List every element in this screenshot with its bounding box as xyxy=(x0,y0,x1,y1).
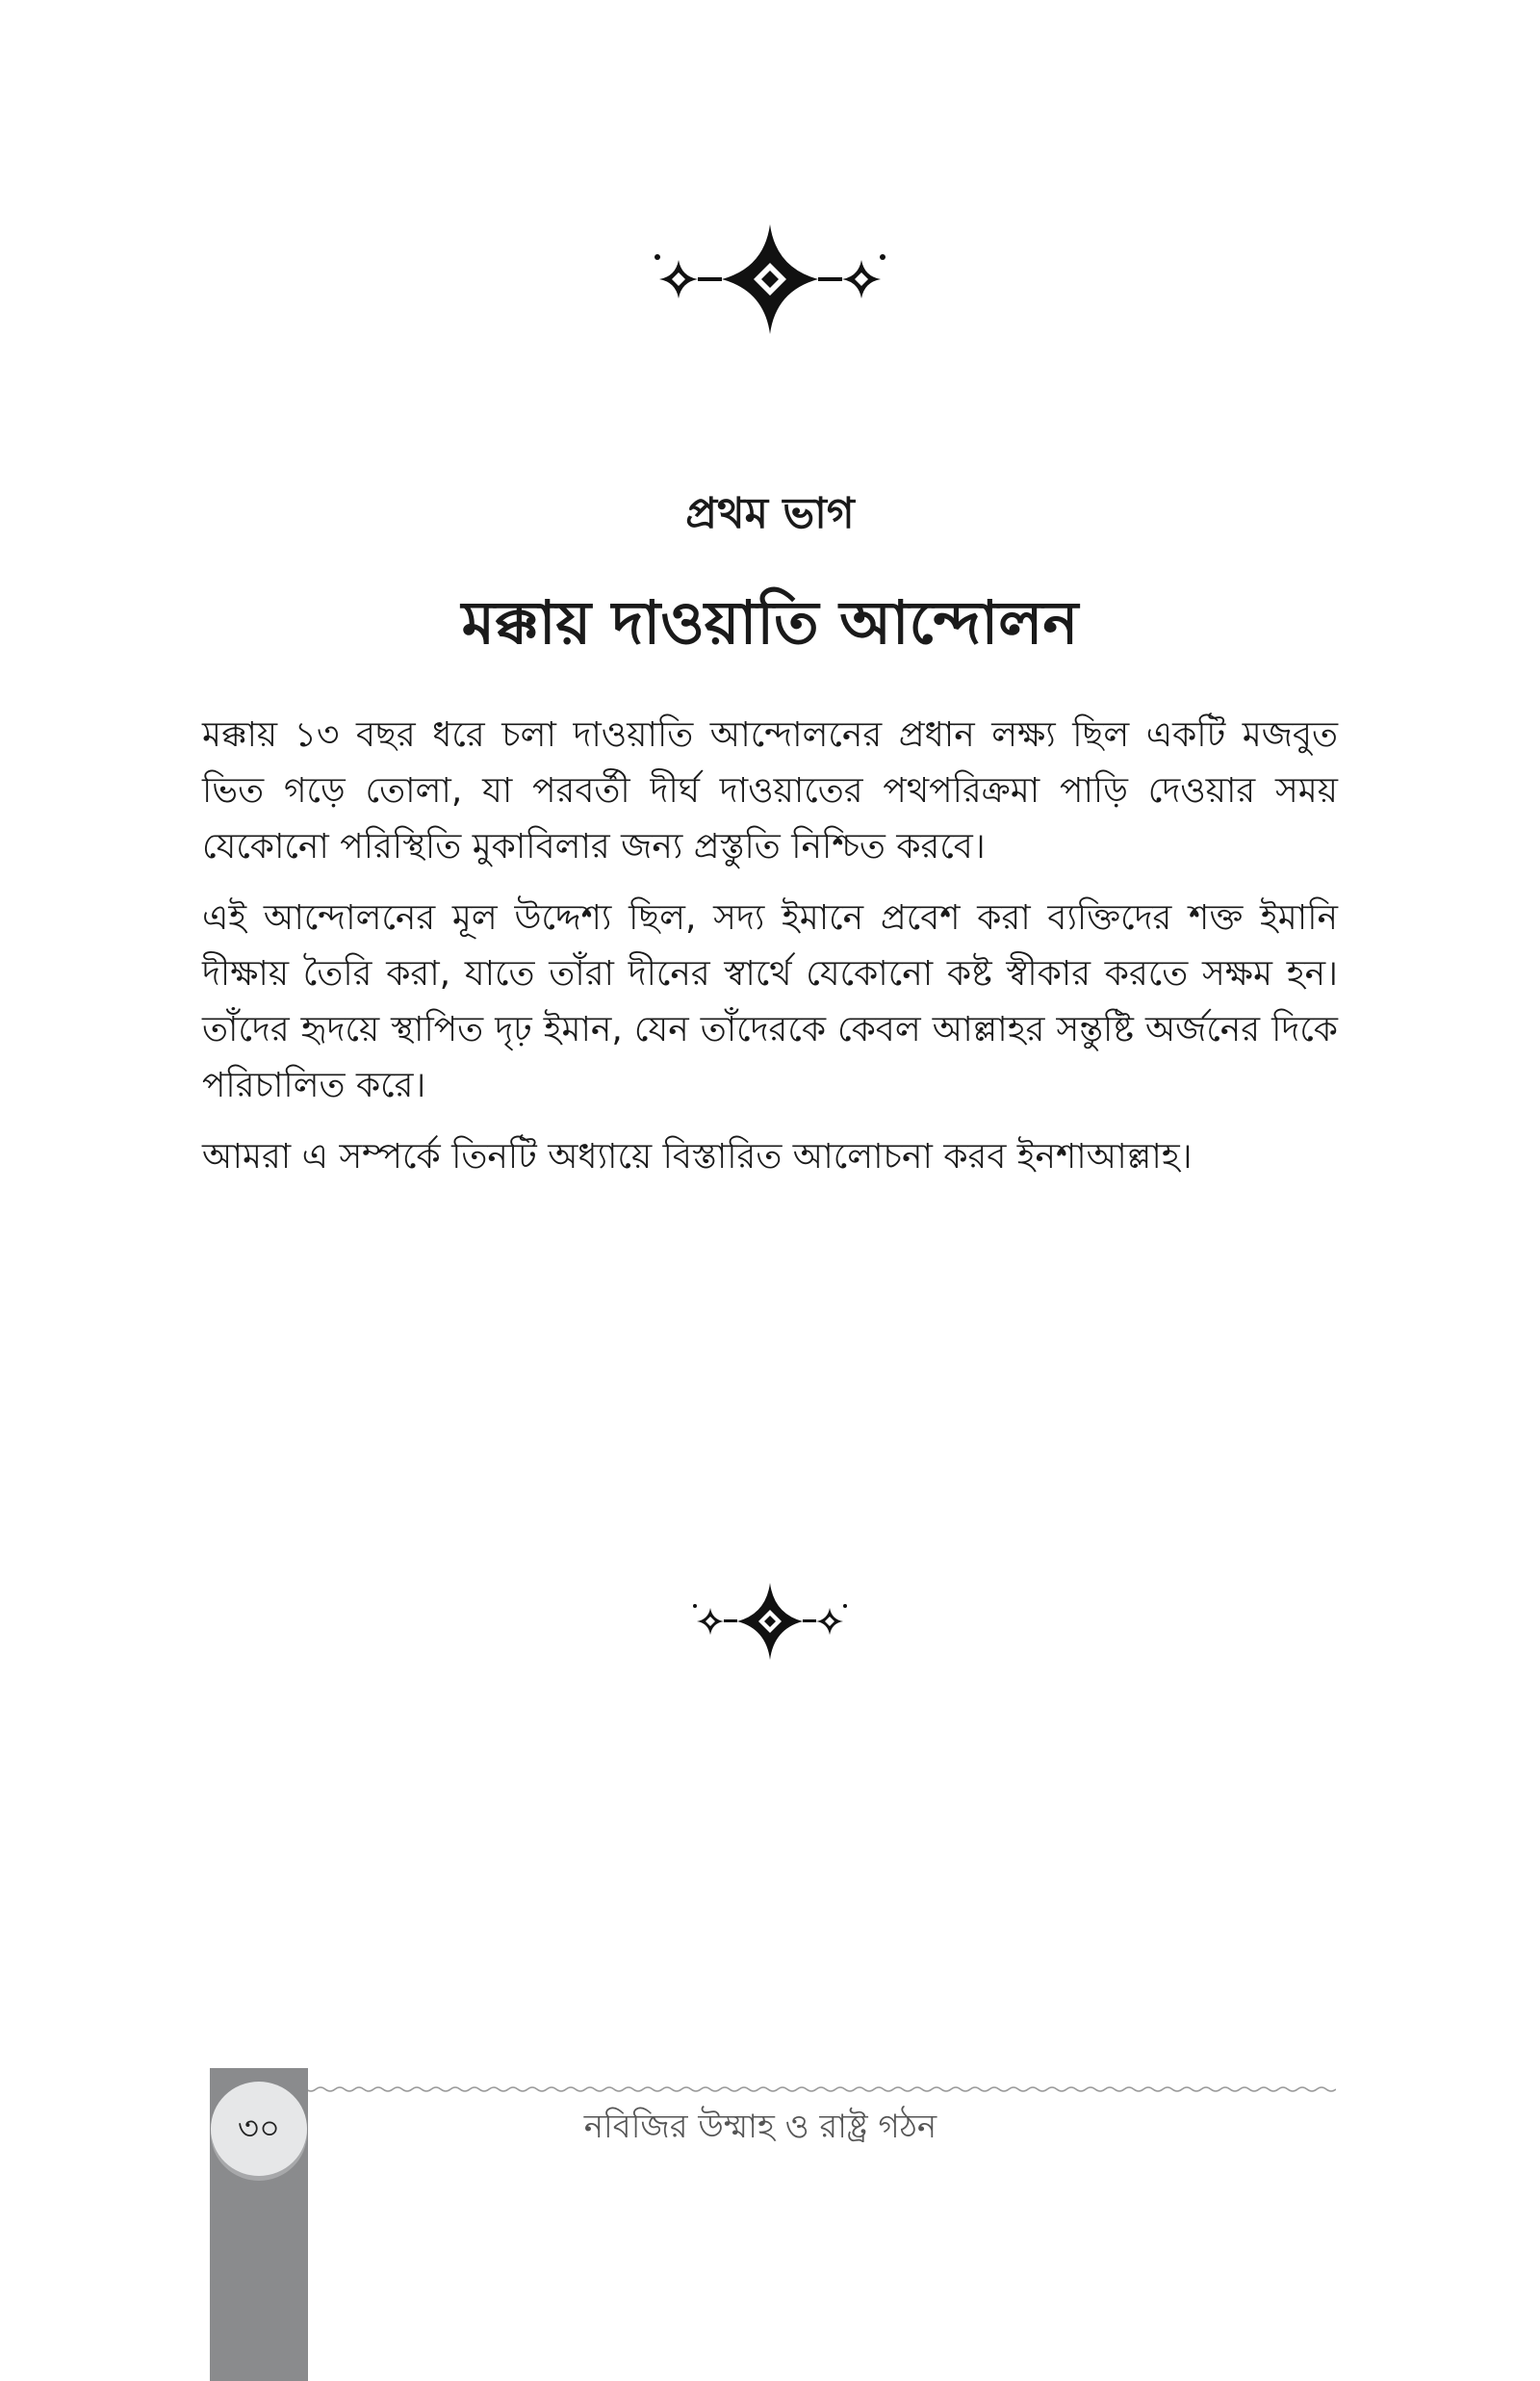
footer-divider xyxy=(258,2085,1336,2093)
part-label: প্রথম ভাগ xyxy=(685,489,855,538)
running-title: নবিজির উম্মাহ ও রাষ্ট্র গঠন xyxy=(583,2108,937,2146)
paragraph: আমরা এ সম্পর্কে তিনটি অধ্যায়ে বিস্তারিত আলোচনা করব ইনশাআল্লাহ। xyxy=(202,1137,1193,1177)
star-ornament-icon xyxy=(683,1579,857,1664)
paragraph: এই আন্দোলনের মূল উদ্দেশ্য ছিল, সদ্য ইমানে প্রবেশ করা ব্যক্তিদের শক্ত ইমানি দীক্ষায় তৈরি করা, যাতে তাঁরা দীনের স্বার্থে যেকোনো কষ্ট স্বীকার করতে সক্ষম হন। তাঁদের হৃদয়ে স্থাপিত দৃঢ় ইমান, যেন তাঁদেরকে কেবল আল্লাহর সন্তুষ্টি অর্জনের দিকে পরিচালিত করে। xyxy=(202,898,1338,1105)
star-ornament-icon xyxy=(640,217,900,342)
paragraph: মক্কায় ১৩ বছর ধরে চলা দাওয়াতি আন্দোলনের প্রধান লক্ষ্য ছিল একটি মজবুত ভিত গড়ে তোলা, যা পরবর্তী দীর্ঘ দাওয়াতের পথপরিক্রমা পাড়ি দেওয়ার সময় যেকোনো পরিস্থিতি মুকাবিলার জন্য প্রস্তুতি নিশ্চিত করবে। xyxy=(202,715,1338,867)
body-text xyxy=(202,708,1338,1201)
page-number: ৩০ xyxy=(211,2082,307,2176)
chapter-title: মক্কায় দাওয়াতি আন্দোলন xyxy=(461,587,1079,658)
